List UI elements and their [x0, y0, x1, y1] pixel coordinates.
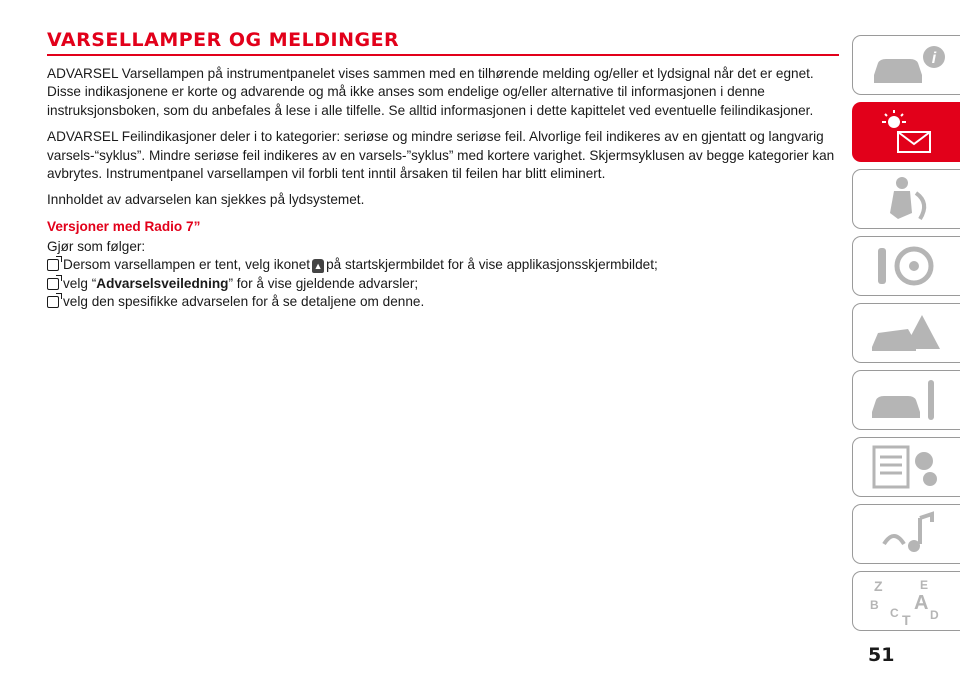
warning-lamp-message-icon — [864, 106, 950, 158]
alphabetical-index-icon — [864, 575, 950, 627]
car-info-icon — [864, 39, 950, 91]
tab-index[interactable] — [852, 571, 960, 631]
tab-car-info[interactable] — [852, 35, 960, 95]
warning-app-icon: ▲ — [313, 261, 323, 272]
svg-text:D: D — [929, 608, 939, 622]
svg-text:A: A — [913, 592, 928, 614]
list-item — [47, 275, 839, 293]
subheading: Versjoner med Radio 7” — [47, 218, 201, 234]
checkbox-bullet-icon — [47, 259, 59, 271]
bullet-3-text: velg den spesifikke advarselen for å se detaljene om denne. — [63, 294, 425, 310]
svg-text:E: E — [919, 578, 928, 592]
multimedia-music-icon — [864, 508, 950, 560]
tab-maintenance[interactable] — [852, 370, 960, 430]
specs-gears-icon — [864, 441, 950, 493]
checkbox-bullet-icon — [47, 296, 59, 308]
tab-warning-lamps[interactable] — [852, 102, 960, 162]
paragraph-1: ADVARSEL Varsellampen på instrumentpanelet vises sammen med en tilhørende melding og/eller et lydsignal når det er egnet. Disse indikasjonene er korte og advarende og må ikke anses som endelige og/eller alternative til informasjonen i denne instruksjonsboken, som du anbefales å lese i alle tilfelle. Se alltid informasjonen i dette kapittelet ved eventuelle feilindikasjoner. — [47, 66, 814, 118]
list-item — [47, 293, 839, 311]
tab-safety[interactable] — [852, 169, 960, 229]
svg-text:i: i — [931, 50, 936, 67]
bullet-1-text-after: på startskjermbildet for å vise applikasjonsskjermbildet; — [326, 257, 658, 273]
seat-safety-icon — [864, 173, 950, 225]
bullet-2-text-before: velg “ — [63, 275, 97, 291]
paragraph-2: ADVARSEL Feilindikasjoner deler i to kategorier: seriøse og mindre seriøse feil. Alvorlige feil indikeres av en gjentatt og langvarig varsels-“syklus”. Mindre seriøse feil indikeres av en varsels-”syklus” med kortere varighet. Skjermsyklusen av begge kategorier kan avbrytes. Instrumentpanel varsellampen vil forbli tent inntil årsaken til feilen har blitt eliminert. — [47, 129, 835, 182]
car-maintenance-icon — [864, 374, 950, 426]
svg-text:T: T — [901, 612, 911, 627]
page-content — [47, 28, 839, 311]
tab-technical-data[interactable] — [852, 437, 960, 497]
tab-starting-driving[interactable] — [852, 236, 960, 296]
svg-text:C: C — [889, 606, 899, 620]
paragraph-3: Innholdet av advarselen kan sjekkes på lydsystemet. — [47, 192, 365, 208]
key-steering-wheel-icon — [864, 240, 950, 292]
list-item — [47, 256, 839, 274]
page-number: 51 — [868, 644, 895, 666]
bullet-2-text-after: ” for å vise gjeldende advarsler; — [228, 275, 419, 291]
title-divider — [47, 54, 839, 56]
intro-text: Gjør som følger: — [47, 238, 146, 254]
tab-multimedia[interactable] — [852, 504, 960, 564]
bullet-1-text-before: Dersom varsellampen er tent, velg ikonet — [63, 257, 311, 273]
svg-text:B: B — [869, 598, 879, 612]
tab-emergency[interactable] — [852, 303, 960, 363]
svg-text:Z: Z — [873, 578, 883, 594]
car-emergency-icon — [864, 307, 950, 359]
bullet-2-bold: Advarselsveiledning — [96, 275, 229, 291]
checkbox-bullet-icon — [47, 278, 59, 290]
page-title: VARSELLAMPER OG MELDINGER — [47, 29, 400, 51]
